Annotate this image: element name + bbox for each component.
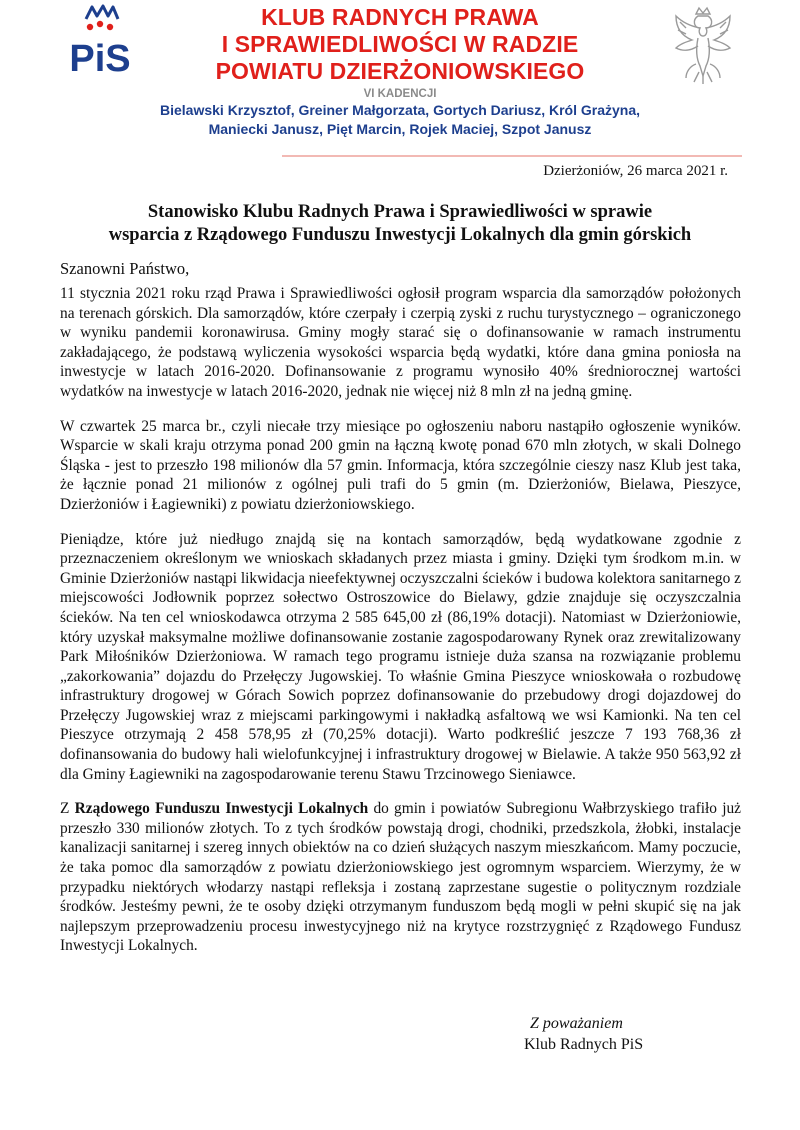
club-name-line-1: KLUB RADNYCH PRAWA: [261, 4, 539, 30]
paragraph-4-prefix: Z: [60, 800, 75, 818]
statement-title-line-2: wsparcia z Rządowego Funduszu Inwestycji Lokalnych dla gmin górskich: [108, 225, 692, 245]
paragraph-4-text: do gmin i powiatów Subregionu Wałbrzyskiego trafiło już przeszło 330 milionów złotych. To z tych środków powstają drogi, chodniki, przedszkola, żłobki, instalacje kanalizacji sanitarnej i szereg innych obiektów na co dzień służących naszym mieszkańcom. Mamy poczucie, że taka pomoc dla samorządów z powiatu dzierżoniowskiego jest ogromnym wsparciem. Wierzymy, że w przypadku niektórych włodarzy nastąpi refleksja i zostaną zaprzestane sugestie o politycznym rozdziale środków. Jesteśmy pewni, że te osoby dzięki otrzymanym funduszom będą mogli w pełni skupić się na jak najlepszym przeprowadzeniu procesu inwestycyjnego niż na krytyce rozstrzygnięć z Rządowego Fundusz Inwestycji Lokalnych.: [60, 800, 742, 955]
club-name-line-3: POWIATU DZIERŻONIOWSKIEGO: [215, 58, 585, 84]
club-name-line-2: I SPRAWIEDLIWOŚCI W RADZIE: [221, 31, 579, 57]
letterhead: [140, 4, 660, 139]
statement-title-line-1: Stanowisko Klubu Radnych Prawa i Sprawiedliwości w sprawie: [147, 202, 653, 222]
paragraph-4: [60, 799, 741, 956]
letter-date: Dzierżoniów, 26 marca 2021 r.: [543, 163, 728, 179]
members-line-1: Bielawski Krzysztof, Greiner Małgorzata, Gortych Dariusz, Król Grażyna,: [159, 102, 641, 118]
pis-logo: [64, 3, 136, 81]
paragraph-1: 11 stycznia 2021 roku rząd Prawa i Sprawiedliwości ogłosił program wsparcia dla samorządów położonych na terenach górskich. Dla samorządów, które czerpały i czerpią zyski z ruchu turystycznego – ograniczonego w wyniku pandemii koronawirusa. Gminy mogły starać się o dofinansowanie w ramach instrumentu zakładającego, że podstawą wyliczenia wysokości wsparcia będą wydatki, które dana gmina poniosła na inwestycje w latach 2016-2020. Dofinansowanie z programu wynosiło 40% średniorocznej wartości wydatków na inwestycje w latach 2016-2020, jednak nie więcej niż 8 mln zł na jedną gminę.: [60, 285, 741, 400]
signature: Klub Radnych PiS: [524, 1036, 644, 1053]
term-label: VI KADENCJI: [363, 88, 437, 100]
header-divider: [282, 155, 742, 157]
paragraph-4-fund-name: Rządowego Funduszu Inwestycji Lokalnych: [74, 800, 369, 818]
paragraph-2: W czwartek 25 marca br., czyli niecałe trzy miesiące po ogłoszeniu naboru nastąpiło ogłoszenie wyników. Wsparcie w skali kraju otrzyma ponad 200 gmin na łączną kwotę ponad 670 mln złotych, w skali Dolnego Śląska - jest to przeszło 198 milionów dla 57 gmin. Informacja, która szczególnie cieszy nasz Klub jest taka, że łącznie ponad 21 milionów z ogólnej puli trafi do 5 gmin (m. Dzierżoniów, Bielawa, Pieszyce, Dzierżoniów i Łagiewniki) z powiatu dzierżoniowskiego.: [60, 417, 741, 513]
polish-eagle-emblem: [672, 6, 734, 86]
closing-phrase: Z poważaniem: [530, 1015, 623, 1032]
members-line-2: Maniecki Janusz, Pięt Marcin, Rojek Maciej, Szpot Janusz: [208, 121, 592, 137]
salutation: Szanowni Państwo,: [60, 259, 190, 278]
pis-logo-text: PiS: [69, 38, 131, 80]
letter-body: [60, 284, 741, 956]
paragraph-3: Pieniądze, które już niedługo znajdą się na kontach samorządów, będą wydatkowane zgodnie z przeznaczeniem określonym we wnioskach składanych przez miasta i gminy. Dzięki tym środkom m.in. w Gminie Dzierżoniów nastąpi likwidacja nieefektywnej oczyszczalni ścieków i budowa kolektora sanitarnego z miejscowości Jodłownik poprzez sołectwo Ostroszowice do Bielawy, gdzie znajduje się oczyszczalnia ścieków. Na ten cel wnioskodawca otrzyma 2 585 645,00 zł (86,19% dotacji). Natomiast w Dzierżoniowie, który uzyskał maksymalne możliwe dofinansowanie zostanie zagospodarowany Rynek oraz zrewitalizowany Park Miłośników Dzierżoniowa. W ramach tego programu istnieje duża szansa na rozwiązanie problemu „zakorkowania” dojazdu do Przełęczy Jugowskiej. To właśnie Gmina Pieszyce wnioskowała o rozbudowę infrastruktury drogowej w Górach Sowich poprzez dofinansowanie do przebudowy drogi dojazdowej do Przełęczy Jugowskiej wraz z miejscami parkingowymi i nakładką asfaltową we wsi Kamionki. Na ten cel Pieszyce otrzymają 2 458 578,95 zł (70,25% dotacji). Warto podkreślić jeszcze 7 193 768,36 zł dofinansowania do budowy hali wielofunkcyjnej i infrastruktury drogowej w Bielawie. A także 950 563,92 zł dla Gminy Łagiewniki na zagospodarowanie terenu Stawu Trzcinowego Sieniawce.: [60, 530, 741, 783]
statement-title: [60, 201, 740, 247]
